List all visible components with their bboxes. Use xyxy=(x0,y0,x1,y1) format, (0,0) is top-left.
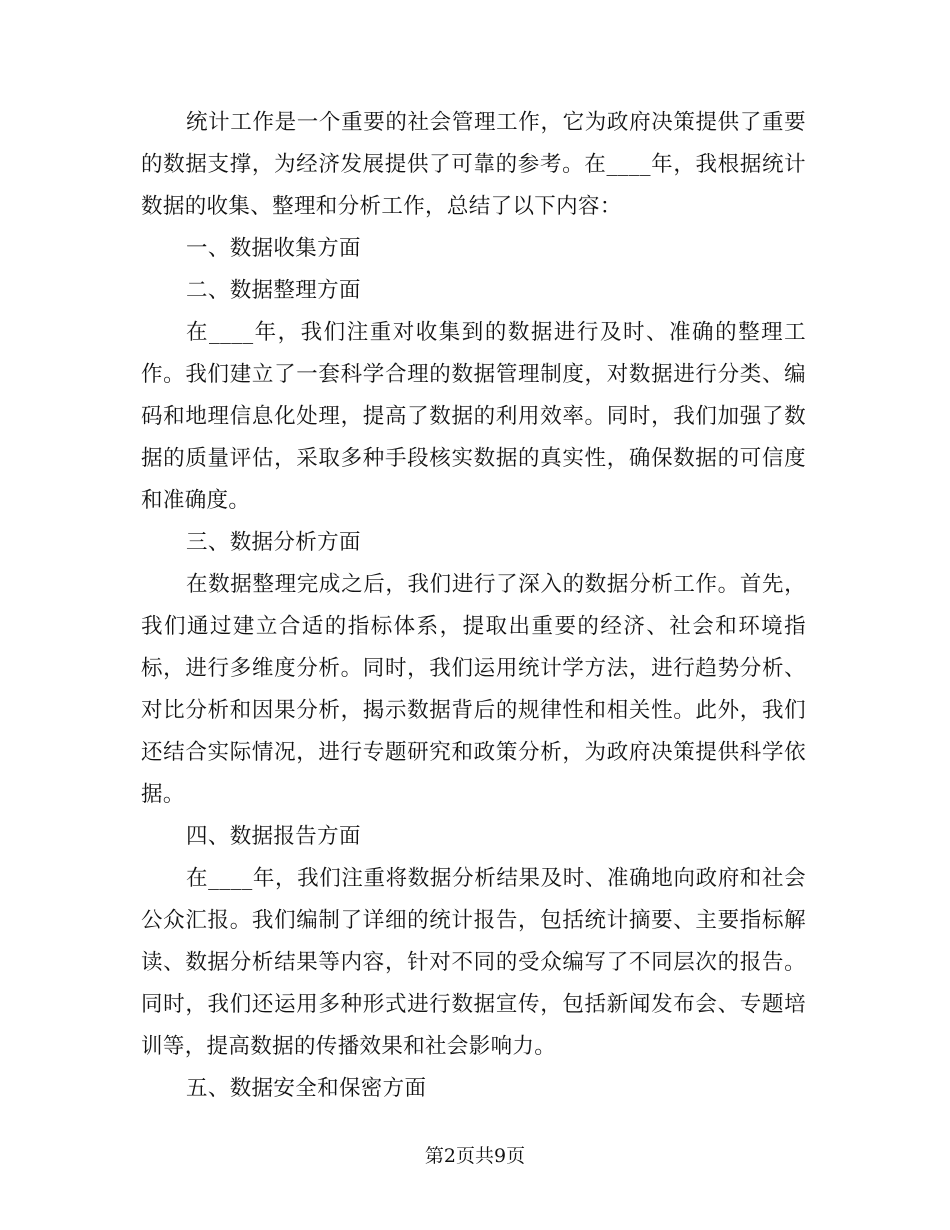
section-heading-data-security: 五、数据安全和保密方面 xyxy=(186,1076,427,1101)
section-heading-data-collection: 一、数据收集方面 xyxy=(186,236,361,261)
section-heading-data-analysis: 三、数据分析方面 xyxy=(186,530,361,555)
intro-paragraph: 统计工作是一个重要的社会管理工作，它为政府决策提供了重要的数据支撑，为经济发展提供了可靠的参考。在____年，我根据统计数据的收集、整理和分析工作，总结了以下内容： xyxy=(141,110,806,219)
document-page xyxy=(141,102,806,1110)
page-number-footer: 第2页共9页 xyxy=(424,1145,526,1167)
section-heading-data-organization: 二、数据整理方面 xyxy=(186,278,361,303)
data-organization-paragraph: 在____年，我们注重对收集到的数据进行及时、准确的整理工作。我们建立了一套科学合理的数据管理制度，对数据进行分类、编码和地理信息化处理，提高了数据的利用效率。同时，我们加强了数据的质量评估，采取多种手段核实数据的真实性，确保数据的可信度和准确度。 xyxy=(141,320,806,513)
section-heading-data-report: 四、数据报告方面 xyxy=(186,824,361,849)
data-analysis-paragraph: 在数据整理完成之后，我们进行了深入的数据分析工作。首先，我们通过建立合适的指标体系，提取出重要的经济、社会和环境指标，进行多维度分析。同时，我们运用统计学方法，进行趋势分析、对比分析和因果分析，揭示数据背后的规律性和相关性。此外，我们还结合实际情况，进行专题研究和政策分析，为政府决策提供科学依据。 xyxy=(141,572,806,807)
data-report-paragraph: 在____年，我们注重将数据分析结果及时、准确地向政府和社会公众汇报。我们编制了详细的统计报告，包括统计摘要、主要指标解读、数据分析结果等内容，针对不同的受众编写了不同层次的报告。同时，我们还运用多种形式进行数据宣传，包括新闻发布会、专题培训等，提高数据的传播效果和社会影响力。 xyxy=(141,866,806,1059)
